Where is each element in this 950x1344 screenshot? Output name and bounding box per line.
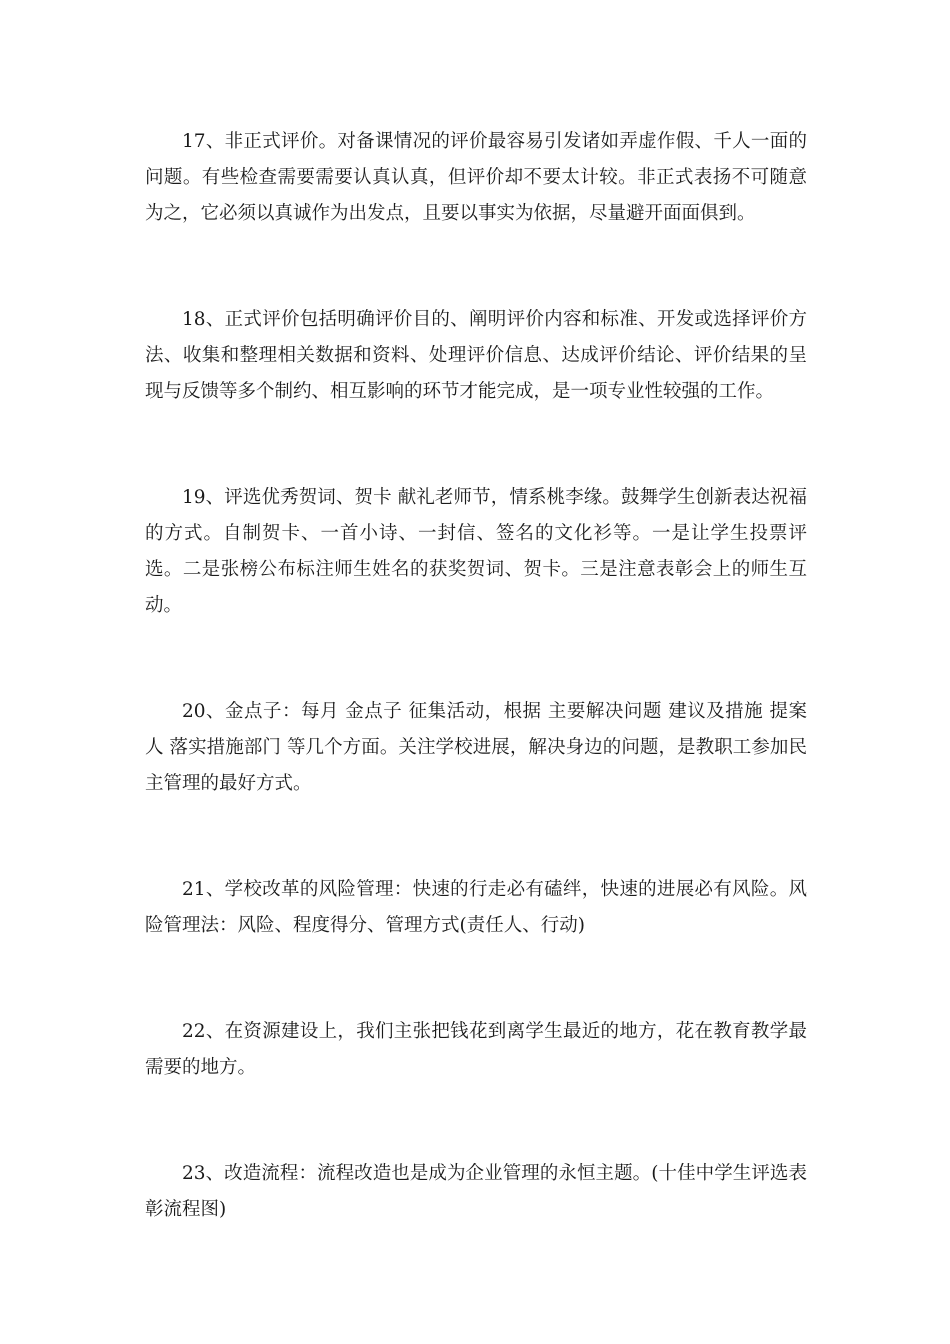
document-page bbox=[145, 124, 807, 1228]
paragraph-21: 21、学校改革的风险管理：快速的行走必有磕绊，快速的进展必有风险。风险管理法：风险、程度得分、管理方式(责任人、行动) bbox=[145, 879, 807, 936]
paragraph-18: 18、正式评价包括明确评价目的、阐明评价内容和标准、开发或选择评价方法、收集和整理相关数据和资料、处理评价信息、达成评价结论、评价结果的呈现与反馈等多个制约、相互影响的环节才能完成，是一项专业性较强的工作。 bbox=[145, 309, 807, 402]
paragraph-22: 22、在资源建设上，我们主张把钱花到离学生最近的地方，花在教育教学最需要的地方。 bbox=[145, 1021, 807, 1078]
paragraph-19: 19、评选优秀贺词、贺卡 献礼老师节，情系桃李缘。鼓舞学生创新表达祝福的方式。自制贺卡、一首小诗、一封信、签名的文化衫等。一是让学生投票评选。二是张榜公布标注师生姓名的获奖贺词、贺卡。三是注意表彰会上的师生互动。 bbox=[145, 487, 807, 616]
paragraph-20: 20、金点子：每月 金点子 征集活动，根据 主要解决问题 建议及措施 提案人 落实措施部门 等几个方面。关注学校进展，解决身边的问题，是教职工参加民主管理的最好方式。 bbox=[145, 701, 807, 794]
paragraph-gap bbox=[145, 410, 807, 480]
paragraph-23: 23、改造流程：流程改造也是成为企业管理的永恒主题。(十佳中学生评选表彰流程图) bbox=[145, 1163, 807, 1220]
paragraph-gap bbox=[145, 944, 807, 1014]
paragraph-gap bbox=[145, 802, 807, 872]
paragraph-gap bbox=[145, 624, 807, 694]
paragraph-17: 17、非正式评价。对备课情况的评价最容易引发诸如弄虚作假、千人一面的问题。有些检查需要需要认真认真，但评价却不要太计较。非正式表扬不可随意为之，它必须以真诚作为出发点，且要以事实为依据，尽量避开面面俱到。 bbox=[145, 131, 807, 224]
paragraph-gap bbox=[145, 1086, 807, 1156]
paragraph-gap bbox=[145, 232, 807, 302]
